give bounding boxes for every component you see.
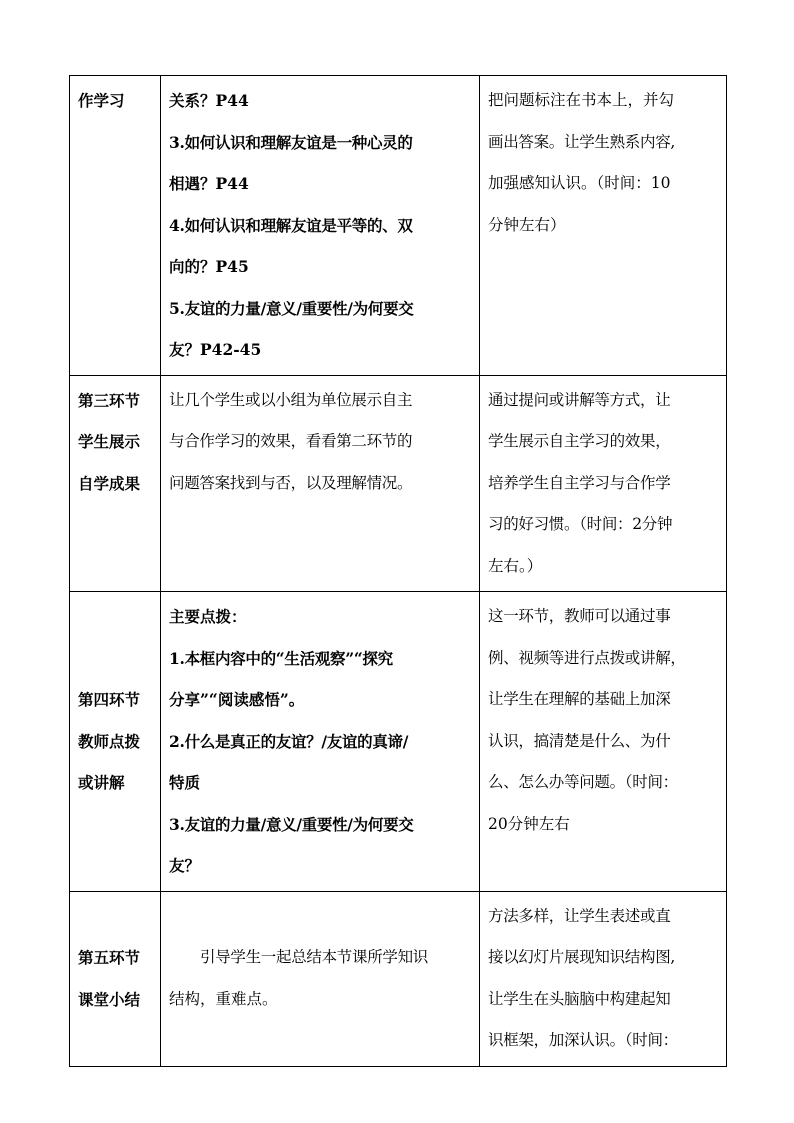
content-line: 友？ [169, 856, 201, 875]
note-line: 加强感知认识。（时间：10 [488, 174, 671, 192]
content-line: 引导学生一起总结本节课所学知识 [200, 948, 429, 966]
table-row [70, 76, 727, 376]
content-line: 5.友谊的力量/意义/重要性/为何要交 [169, 298, 414, 318]
note-line: 学生展示自主学习的效果， [488, 432, 671, 450]
table-row [70, 891, 727, 1066]
lesson-plan-table [69, 75, 727, 1067]
stage-label: 教师点拨 [78, 731, 141, 751]
note-line: 培养学生自主学习与合作学 [488, 473, 671, 492]
stage-cell [70, 76, 161, 376]
note-line: 例、视频等进行点拨或讲解， [488, 648, 686, 667]
note-line: 分钟左右） [488, 215, 566, 234]
stage-label: 或讲解 [78, 773, 125, 792]
content-line: 相遇？P44 [169, 174, 249, 193]
note-line: 画出答案。让学生熟系内容, [488, 132, 676, 151]
content-line: 友？P42-45 [169, 340, 262, 359]
stage-cell [70, 891, 161, 1066]
stage-label: 自学成果 [78, 473, 141, 493]
note-line: 么、怎么办等问题。（时间： [488, 773, 678, 791]
content-line: 主要点拨： [169, 607, 247, 626]
content-cell [161, 375, 480, 592]
note-cell [480, 76, 727, 376]
content-line: 3.友谊的力量/意义/重要性/为何要交 [169, 814, 414, 834]
content-line: 与合作学习的效果，看看第二环节的 [169, 432, 413, 450]
note-cell [480, 375, 727, 592]
note-line: 识框架，加深认识。（时间： [488, 1031, 678, 1049]
stage-label: 第四环节 [78, 690, 141, 709]
stage-label: 作学习 [78, 91, 125, 110]
stage-label: 课堂小结 [78, 989, 141, 1009]
content-cell [161, 891, 480, 1066]
content-line: 1.本框内容中的“生活观察”“探究 [169, 648, 393, 668]
table-row [70, 375, 727, 592]
note-line: 这一环节，教师可以通过事 [488, 607, 671, 625]
note-line: 通过提问或讲解等方式，让 [488, 390, 671, 409]
table-row [70, 592, 727, 892]
note-cell [480, 891, 727, 1066]
stage-label: 学生展示 [78, 432, 141, 451]
note-line: 接以幻灯片展现知识结构图, [488, 948, 676, 966]
content-line: 关系？P44 [169, 91, 249, 110]
content-line: 分享”“阅读感悟”。 [169, 690, 305, 709]
note-line: 让学生在头脑脑中构建起知 [488, 989, 671, 1008]
stage-cell [70, 592, 161, 892]
content-line: 让几个学生或以小组为单位展示自主 [169, 390, 413, 409]
note-line: 习的好习惯。（时间：2分钟 [488, 515, 673, 533]
note-line: 让学生在理解的基础上加深 [488, 690, 671, 708]
content-line: 问题答案找到与否，以及理解情况。 [169, 473, 413, 492]
stage-label: 第三环节 [78, 390, 141, 410]
stage-cell [70, 375, 161, 592]
content-cell [161, 76, 480, 376]
note-line: 方法多样，让学生表述或直 [488, 906, 671, 925]
content-line: 向的？P45 [169, 257, 249, 276]
content-line: 2.什么是真正的友谊？/友谊的真谛/ [169, 731, 409, 751]
stage-label: 第五环节 [78, 948, 141, 967]
content-line: 4.如何认识和理解友谊是平等的、双 [169, 215, 413, 235]
note-line: 把问题标注在书本上，并勾 [488, 91, 675, 109]
content-line: 结构，重难点。 [169, 989, 278, 1008]
note-line: 左右。） [488, 556, 543, 575]
note-line: 认识，搞清楚是什么、为什 [488, 731, 671, 750]
note-cell [480, 592, 727, 892]
content-line: 特质 [169, 773, 201, 792]
content-line: 3.如何认识和理解友谊是一种心灵的 [169, 132, 413, 152]
note-line: 20分钟左右 [488, 814, 570, 833]
content-cell [161, 592, 480, 892]
